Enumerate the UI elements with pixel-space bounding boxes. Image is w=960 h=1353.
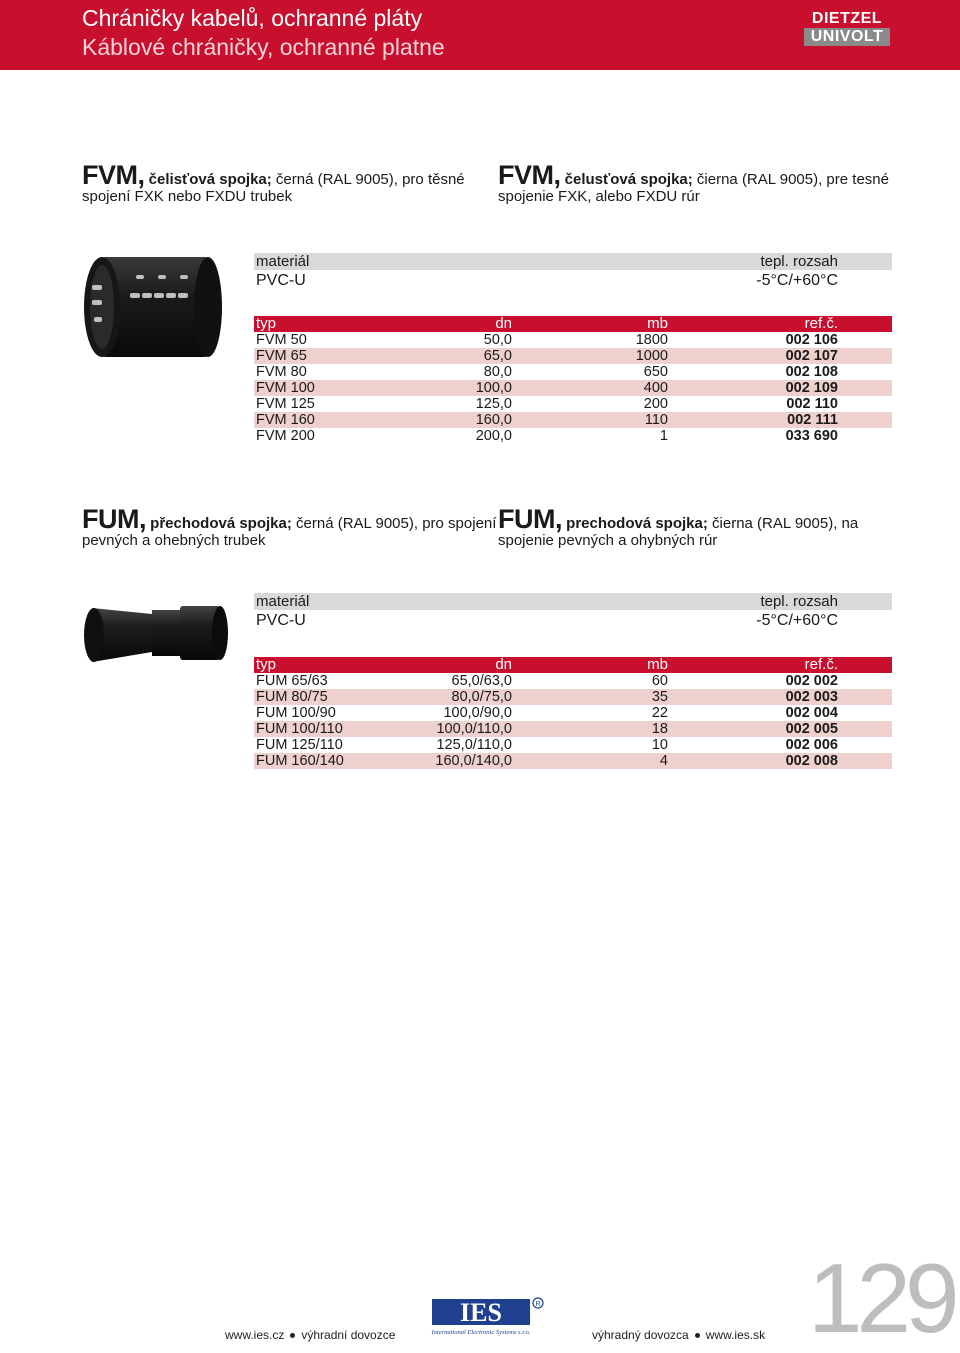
page-header [0, 0, 960, 70]
fvm-table [254, 332, 892, 444]
fum-coupling-image [82, 590, 232, 680]
bullet-icon [290, 1333, 295, 1338]
svg-text:R: R [535, 1301, 541, 1308]
fvm-material-label: materiál [256, 253, 310, 270]
ies-logo-graphic [430, 1297, 546, 1337]
title-sk: Káblové chráničky, ochranné platne [82, 34, 445, 60]
fvm-material-values [254, 270, 892, 292]
footer-left [225, 1328, 395, 1342]
fvm-heading-sk: FVM, čelusťová spojka; čierna (RAL 9005), pre tesné spojenie FXK, alebo FXDU rúr [498, 160, 889, 205]
fum-material-label: materiál [256, 593, 310, 610]
footer-left-text: výhradní dovozce [301, 1328, 396, 1342]
table-row: FUM 80/75 80,0/75,0 35 002 003 [254, 689, 892, 705]
footer-right-text: výhradný dovozca [592, 1328, 689, 1342]
fvm-heading-cz: FVM, čelisťová spojka; černá (RAL 9005), pro těsné spojení FXK nebo FXDU trubek [82, 160, 465, 205]
fum-table [254, 673, 892, 769]
dietzel-univolt-logo [804, 10, 890, 46]
fum-temp-value: -5°C/+60°C [756, 612, 838, 629]
table-row: FVM 100 100,0 400 002 109 [254, 380, 892, 396]
table-row: FVM 80 80,0 650 002 108 [256, 364, 838, 380]
ies-logo-text: IES [460, 1298, 502, 1327]
table-row: FUM 100/110 100,0/110,0 18 002 005 [254, 721, 892, 737]
footer-right [592, 1328, 765, 1342]
ies-logo [430, 1297, 546, 1337]
table-row: FUM 100/90 100,0/90,0 22 002 004 [256, 705, 838, 721]
footer-left-url[interactable]: www.ies.cz [225, 1328, 285, 1342]
fvm-material-value: PVC-U [256, 272, 306, 289]
logo-bottom: UNIVOLT [804, 28, 890, 46]
fum-material-values [254, 610, 892, 632]
table-row: FUM 160/140 160,0/140,0 4 002 008 [254, 753, 892, 769]
logo-top: DIETZEL [804, 10, 890, 28]
footer-right-url[interactable]: www.ies.sk [705, 1328, 766, 1342]
fum-material-bar [254, 593, 892, 610]
fum-material-value: PVC-U [256, 612, 306, 629]
table-row: FUM 65/63 65,0/63,0 60 002 002 [256, 673, 838, 689]
table-row: FVM 50 50,0 1800 002 106 [256, 332, 838, 348]
table-row: FVM 65 65,0 1000 002 107 [254, 348, 892, 364]
fum-heading-sk: FUM, prechodová spojka; čierna (RAL 9005), na spojenie pevných a ohybných rúr [498, 504, 859, 549]
bullet-icon [695, 1333, 700, 1338]
page-number: 129 [808, 1243, 954, 1353]
fvm-table-header: typ dn mb ref.č. [254, 316, 892, 332]
fum-table-header: typ dn mb ref.č. [254, 657, 892, 673]
fvm-material-bar [254, 253, 892, 270]
fvm-coupling-image [80, 245, 230, 370]
table-row: FVM 200 200,0 1 033 690 [256, 428, 838, 444]
table-row: FVM 125 125,0 200 002 110 [256, 396, 838, 412]
title-cz: Chráničky kabelů, ochranné pláty [82, 5, 423, 31]
fum-heading-cz: FUM, přechodová spojka; černá (RAL 9005), pro spojení pevných a ohebných trubek [82, 504, 497, 549]
ies-logo-sub: International Electronic Systems s.r.o. [431, 1329, 531, 1336]
fvm-temp-value: -5°C/+60°C [756, 272, 838, 289]
table-row: FVM 160 160,0 110 002 111 [254, 412, 892, 428]
fum-temp-label: tepl. rozsah [760, 593, 838, 610]
fvm-temp-label: tepl. rozsah [760, 253, 838, 270]
table-row: FUM 125/110 125,0/110,0 10 002 006 [256, 737, 838, 753]
